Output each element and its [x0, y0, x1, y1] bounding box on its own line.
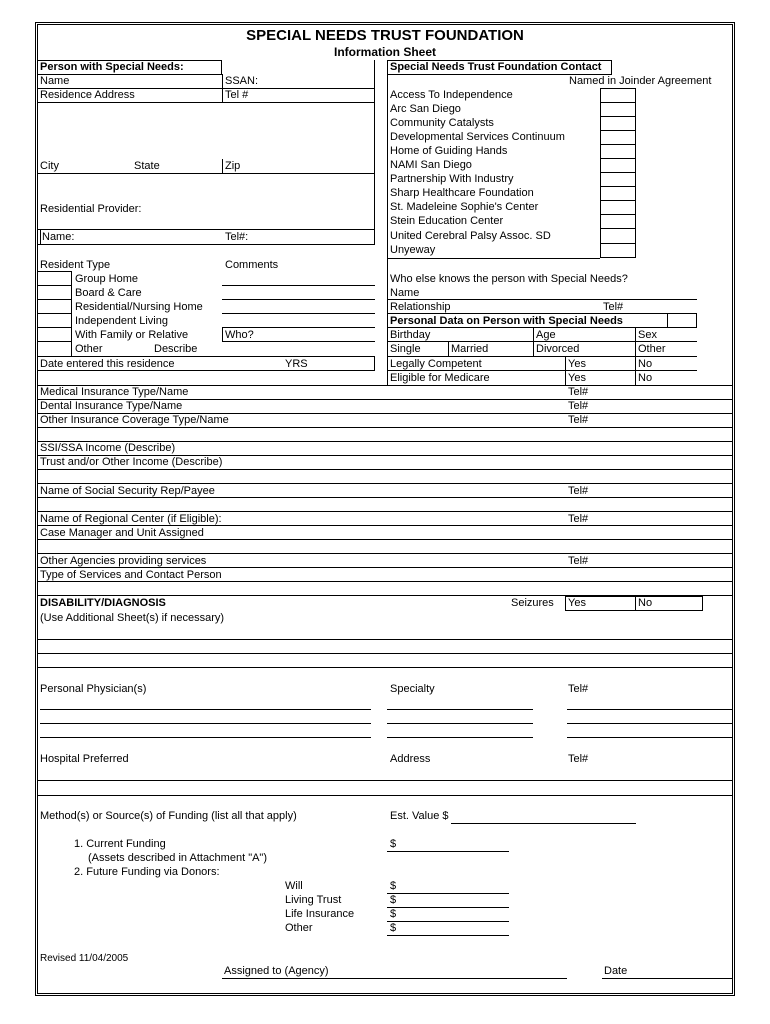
- age-label: Age: [536, 329, 556, 341]
- who-else-question: Who else knows the person with Special Needs?: [390, 273, 628, 285]
- dollar-will: $: [390, 880, 397, 892]
- physician-tel-label: Tel#: [568, 683, 589, 695]
- other-agencies-label: Other Agencies providing services: [40, 555, 207, 567]
- zip-label: Zip: [225, 160, 241, 172]
- est-value-label: Est. Value $: [390, 810, 449, 822]
- competent-yes: Yes: [568, 358, 586, 370]
- services-contact-label: Type of Services and Contact Person: [40, 569, 222, 581]
- ss-rep-label: Name of Social Security Rep/Payee: [40, 485, 215, 497]
- form-title: SPECIAL NEEDS TRUST FOUNDATION: [246, 27, 524, 44]
- single-option: Single: [390, 343, 421, 355]
- hospital-tel-label: Tel#: [568, 753, 589, 765]
- provider-name-label: Name:: [42, 231, 75, 243]
- current-dollar: $: [390, 838, 397, 850]
- date-entered-label: Date entered this residence: [40, 358, 175, 370]
- physician-label: Personal Physician(s): [40, 683, 147, 695]
- resident-type-checkboxes[interactable]: [37, 271, 72, 357]
- other-insurance-tel-label: Tel#: [568, 414, 589, 426]
- case-manager-label: Case Manager and Unit Assigned: [40, 527, 204, 539]
- competent-no: No: [638, 358, 653, 370]
- medicare-label: Eligible for Medicare: [390, 372, 490, 384]
- resident-type-label: Resident Type: [40, 259, 111, 271]
- personal-data-heading: Personal Data on Person with Special Needs: [390, 315, 623, 327]
- agency-item: Stein Education Center: [390, 215, 504, 227]
- regional-tel-label: Tel#: [568, 513, 589, 525]
- medical-tel-label: Tel#: [568, 386, 589, 398]
- legally-competent-label: Legally Competent: [390, 358, 482, 370]
- agency-item: Developmental Services Continuum: [390, 131, 565, 143]
- trust-income-label: Trust and/or Other Income (Describe): [40, 456, 223, 468]
- who-else-name-label: Name: [390, 287, 420, 299]
- hospital-label: Hospital Preferred: [40, 753, 129, 765]
- type-other: Other: [75, 343, 103, 355]
- medicare-yes: Yes: [568, 372, 586, 384]
- dollar-living-trust: $: [390, 894, 397, 906]
- divorced-option: Divorced: [536, 343, 580, 355]
- who-label: Who?: [225, 329, 254, 341]
- funding-label: Method(s) or Source(s) of Funding (list all that apply): [40, 810, 297, 822]
- describe-label: Describe: [154, 343, 198, 355]
- agency-item: Home of Guiding Hands: [390, 145, 508, 157]
- dollar-other: $: [390, 922, 397, 934]
- city-label: City: [40, 160, 59, 172]
- agency-item: St. Madeleine Sophie's Center: [390, 201, 539, 213]
- provider-tel-label: Tel#:: [225, 231, 249, 243]
- specialty-label: Specialty: [390, 683, 435, 695]
- medical-insurance-label: Medical Insurance Type/Name: [40, 386, 189, 398]
- person-heading: Person with Special Needs:: [40, 61, 184, 73]
- yrs-label: YRS: [285, 358, 308, 370]
- agency-item: Partnership With Industry: [390, 173, 514, 185]
- contact-heading: Special Needs Trust Foundation Contact: [390, 61, 602, 73]
- residence-tel-label: Tel #: [225, 89, 249, 101]
- other-marital-option: Other: [638, 343, 666, 355]
- disability-note: (Use Additional Sheet(s) if necessary): [40, 612, 225, 624]
- current-funding-label: 1. Current Funding: [74, 838, 166, 850]
- agency-item: Unyeway: [390, 244, 436, 256]
- assigned-agency-label: Assigned to (Agency): [224, 965, 329, 977]
- form-subtitle: Information Sheet: [333, 45, 436, 59]
- medicare-no: No: [638, 372, 653, 384]
- revised-date: Revised 11/04/2005: [40, 953, 129, 964]
- residence-address-label: Residence Address: [40, 89, 135, 101]
- comments-label: Comments: [225, 259, 279, 271]
- donor-other: Other: [285, 922, 313, 934]
- seizures-yes: Yes: [568, 597, 586, 609]
- donor-life-insurance: Life Insurance: [285, 908, 355, 920]
- type-nursing-home: Residential/Nursing Home: [75, 301, 203, 313]
- married-option: Married: [451, 343, 489, 355]
- other-insurance-label: Other Insurance Coverage Type/Name: [40, 414, 229, 426]
- type-independent: Independent Living: [75, 315, 168, 327]
- relationship-tel-label: Tel#: [603, 301, 624, 313]
- hospital-address-label: Address: [390, 753, 431, 765]
- donor-living-trust: Living Trust: [285, 894, 342, 906]
- future-funding-label: 2. Future Funding via Donors:: [74, 866, 220, 878]
- dollar-life-insurance: $: [390, 908, 397, 920]
- type-family: With Family or Relative: [75, 329, 189, 341]
- agency-item: Access To Independence: [390, 89, 513, 101]
- ssan-label: SSAN:: [225, 75, 259, 87]
- ssi-income-label: SSI/SSA Income (Describe): [40, 442, 176, 454]
- ss-rep-tel-label: Tel#: [568, 485, 589, 497]
- agency-item: Sharp Healthcare Foundation: [390, 187, 534, 199]
- agency-item: Community Catalysts: [390, 117, 494, 129]
- seizures-label: Seizures: [511, 597, 554, 609]
- agency-item: NAMI San Diego: [390, 159, 472, 171]
- date-label: Date: [604, 965, 628, 977]
- birthday-label: Birthday: [390, 329, 431, 341]
- name-label: Name: [40, 75, 70, 87]
- donor-will: Will: [285, 880, 303, 892]
- state-label: State: [134, 160, 160, 172]
- type-group-home: Group Home: [75, 273, 138, 285]
- relationship-label: Relationship: [390, 301, 451, 313]
- residential-provider-label: Residential Provider:: [40, 203, 142, 215]
- sex-label: Sex: [638, 329, 657, 341]
- joinder-label: Named in Joinder Agreement: [569, 75, 712, 87]
- dental-tel-label: Tel#: [568, 400, 589, 412]
- agency-item: United Cerebral Palsy Assoc. SD: [390, 230, 551, 242]
- agency-checkboxes[interactable]: [600, 88, 636, 258]
- seizures-no: No: [638, 597, 653, 609]
- assets-note: (Assets described in Attachment "A"): [88, 852, 267, 864]
- disability-heading: DISABILITY/DIAGNOSIS: [40, 597, 166, 609]
- dental-insurance-label: Dental Insurance Type/Name: [40, 400, 183, 412]
- type-board-care: Board & Care: [75, 287, 142, 299]
- regional-center-label: Name of Regional Center (if Eligible):: [40, 513, 222, 525]
- agency-item: Arc San Diego: [390, 103, 461, 115]
- other-agencies-tel-label: Tel#: [568, 555, 589, 567]
